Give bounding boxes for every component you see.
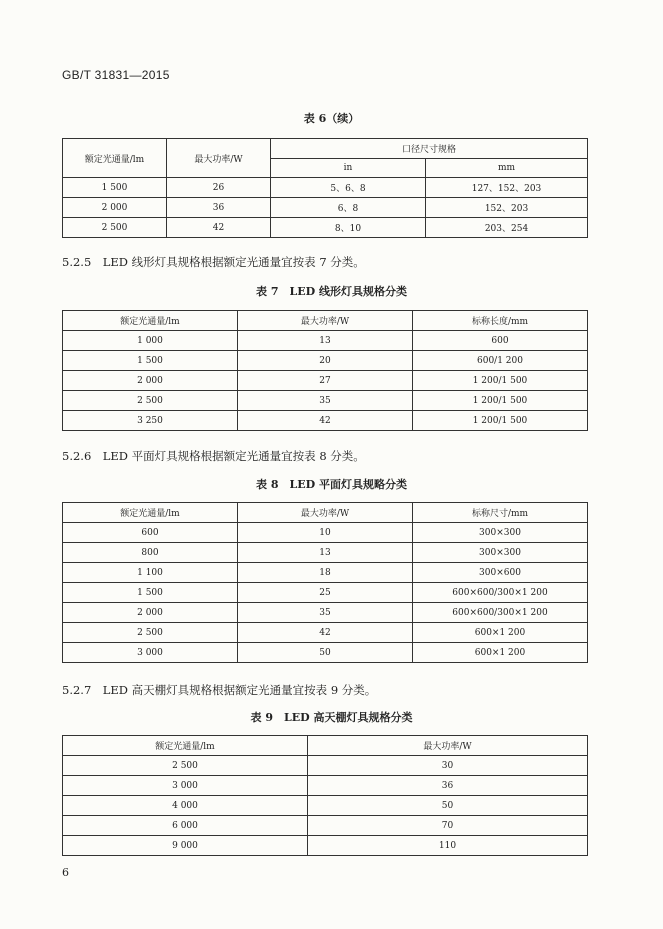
table7-caption: 表 7 LED 线形灯具规格分类 bbox=[256, 285, 407, 298]
table9 bbox=[62, 735, 588, 856]
table-row bbox=[63, 643, 588, 663]
table6-cell: 42 bbox=[167, 218, 271, 238]
table8-header-size: 标称尺寸/mm bbox=[413, 503, 588, 523]
table9-cell: 70 bbox=[308, 816, 588, 836]
table-row bbox=[63, 411, 588, 431]
table8-cell: 600×1 200 bbox=[413, 623, 588, 643]
table6-cell: 127、152、203 bbox=[426, 178, 588, 198]
page-number: 6 bbox=[62, 866, 69, 879]
table-row bbox=[63, 603, 588, 623]
table7-header-lumen: 额定光通量/lm bbox=[63, 311, 238, 331]
table7-cell: 20 bbox=[238, 351, 413, 371]
table9-cell: 6 000 bbox=[63, 816, 308, 836]
table-row bbox=[63, 776, 588, 796]
table-row bbox=[63, 218, 588, 238]
table8-cell: 18 bbox=[238, 563, 413, 583]
table7-header-length: 标称长度/mm bbox=[413, 311, 588, 331]
table7-cell: 1 200/1 500 bbox=[413, 371, 588, 391]
clause-5-2-5: 5.2.5 LED 线形灯具规格根据额定光通量宜按表 7 分类。 bbox=[62, 255, 365, 269]
table8-cell: 42 bbox=[238, 623, 413, 643]
table8-cell: 1 100 bbox=[63, 563, 238, 583]
table-row bbox=[63, 816, 588, 836]
table7-cell: 1 200/1 500 bbox=[413, 391, 588, 411]
table9-header-lumen: 额定光通量/lm bbox=[63, 736, 308, 756]
table7-cell: 27 bbox=[238, 371, 413, 391]
table8-cell: 35 bbox=[238, 603, 413, 623]
table7-header-power: 最大功率/W bbox=[238, 311, 413, 331]
table6 bbox=[62, 138, 588, 238]
table9-caption: 表 9 LED 高天棚灯具规格分类 bbox=[250, 711, 413, 724]
table8-cell: 10 bbox=[238, 523, 413, 543]
table9-cell: 9 000 bbox=[63, 836, 308, 856]
table6-cell: 6、8 bbox=[271, 198, 426, 218]
table8-cell: 50 bbox=[238, 643, 413, 663]
table-row bbox=[63, 543, 588, 563]
clause-5-2-7: 5.2.7 LED 高天棚灯具规格根据额定光通量宜按表 9 分类。 bbox=[62, 683, 377, 697]
table6-header-mm: mm bbox=[426, 159, 588, 178]
table7-cell: 600 bbox=[413, 331, 588, 351]
table7-cell: 2 500 bbox=[63, 391, 238, 411]
table8-cell: 600×1 200 bbox=[413, 643, 588, 663]
table7-cell: 35 bbox=[238, 391, 413, 411]
table6-cell: 2 500 bbox=[63, 218, 167, 238]
table8-cell: 600×600/300×1 200 bbox=[413, 583, 588, 603]
table8-cell: 300×300 bbox=[413, 523, 588, 543]
table6-header-in: in bbox=[271, 159, 426, 178]
table-row bbox=[63, 836, 588, 856]
table7-cell: 600/1 200 bbox=[413, 351, 588, 371]
table8-cell: 2 500 bbox=[63, 623, 238, 643]
table6-cell: 1 500 bbox=[63, 178, 167, 198]
table9-cell: 36 bbox=[308, 776, 588, 796]
table8-header-lumen: 额定光通量/lm bbox=[63, 503, 238, 523]
table6-cell: 26 bbox=[167, 178, 271, 198]
table8-cell: 3 000 bbox=[63, 643, 238, 663]
clause-5-2-6: 5.2.6 LED 平面灯具规格根据额定光通量宜按表 8 分类。 bbox=[62, 449, 365, 463]
table-row bbox=[63, 331, 588, 351]
table6-cell: 8、10 bbox=[271, 218, 426, 238]
table9-cell: 110 bbox=[308, 836, 588, 856]
table6-header-size: 口径尺寸规格 bbox=[271, 139, 588, 159]
table6-cell: 152、203 bbox=[426, 198, 588, 218]
table7-cell: 3 250 bbox=[63, 411, 238, 431]
table7 bbox=[62, 310, 588, 431]
table7-cell: 2 000 bbox=[63, 371, 238, 391]
table7-cell: 13 bbox=[238, 331, 413, 351]
table8-cell: 1 500 bbox=[63, 583, 238, 603]
table7-cell: 1 000 bbox=[63, 331, 238, 351]
table-row bbox=[63, 796, 588, 816]
table6-cell: 36 bbox=[167, 198, 271, 218]
table6-header-lumen: 额定光通量/lm bbox=[63, 139, 167, 178]
table-row bbox=[63, 523, 588, 543]
table-row bbox=[63, 371, 588, 391]
table-row bbox=[63, 623, 588, 643]
table-row bbox=[63, 198, 588, 218]
table8 bbox=[62, 502, 588, 663]
table9-cell: 4 000 bbox=[63, 796, 308, 816]
table9-cell: 50 bbox=[308, 796, 588, 816]
table7-cell: 1 500 bbox=[63, 351, 238, 371]
table-row bbox=[63, 756, 588, 776]
table9-header-power: 最大功率/W bbox=[308, 736, 588, 756]
table6-cell: 5、6、8 bbox=[271, 178, 426, 198]
table6-caption: 表 6（续） bbox=[303, 112, 360, 125]
table8-cell: 2 000 bbox=[63, 603, 238, 623]
table9-cell: 2 500 bbox=[63, 756, 308, 776]
table8-caption: 表 8 LED 平面灯具规略分类 bbox=[256, 478, 407, 491]
table-row bbox=[63, 351, 588, 371]
table8-cell: 25 bbox=[238, 583, 413, 603]
table8-cell: 600×600/300×1 200 bbox=[413, 603, 588, 623]
table6-header-power: 最大功率/W bbox=[167, 139, 271, 178]
table8-cell: 300×600 bbox=[413, 563, 588, 583]
table-row bbox=[63, 563, 588, 583]
standard-number: GB/T 31831—2015 bbox=[62, 68, 170, 82]
table8-cell: 13 bbox=[238, 543, 413, 563]
table8-cell: 800 bbox=[63, 543, 238, 563]
table-row bbox=[63, 178, 588, 198]
table6-cell: 203、254 bbox=[426, 218, 588, 238]
table7-cell: 42 bbox=[238, 411, 413, 431]
table9-cell: 3 000 bbox=[63, 776, 308, 796]
table8-cell: 600 bbox=[63, 523, 238, 543]
table-row bbox=[63, 391, 588, 411]
table8-cell: 300×300 bbox=[413, 543, 588, 563]
table7-cell: 1 200/1 500 bbox=[413, 411, 588, 431]
table-row bbox=[63, 583, 588, 603]
table8-header-power: 最大功率/W bbox=[238, 503, 413, 523]
table6-cell: 2 000 bbox=[63, 198, 167, 218]
table9-cell: 30 bbox=[308, 756, 588, 776]
